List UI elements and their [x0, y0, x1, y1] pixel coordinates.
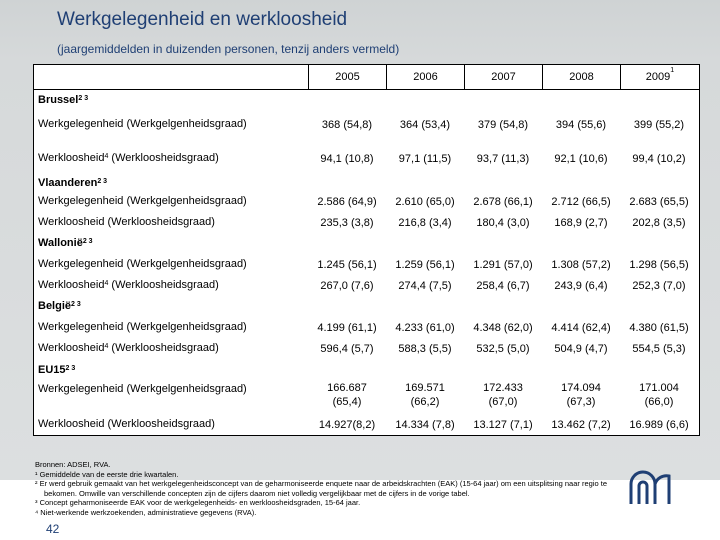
table-cell: 364 (53,4): [399, 119, 451, 131]
table-cell: 554,5 (5,3): [632, 343, 686, 355]
table-cell: 235,3 (3,8): [320, 217, 374, 229]
table-cell: 252,3 (7,0): [632, 280, 686, 292]
table-cell: 4.380 (61,5): [629, 322, 689, 334]
table-cell: 171.004 (66,0): [639, 382, 679, 408]
table-cell: 274,4 (7,5): [398, 280, 452, 292]
table-cell: 1.259 (56,1): [395, 259, 455, 271]
table-cell: 1.245 (56,1): [317, 259, 377, 271]
table-cell: 168,9 (2,7): [554, 217, 608, 229]
table-cell: 169.571 (66,2): [405, 382, 445, 408]
table-cell: 379 (54,8): [477, 119, 529, 131]
page-number: 42: [46, 522, 60, 536]
table-cell: 14.927(8,2): [318, 419, 376, 431]
table-cell: 1.291 (57,0): [473, 259, 533, 271]
table-cell: 97,1 (11,5): [398, 153, 452, 165]
table-cell: 2.683 (65,5): [629, 196, 689, 208]
table-cell: 92,1 (10,6): [554, 153, 608, 165]
table-cell: 166.687 (65,4): [327, 382, 367, 408]
table-cell: 2.678 (66,1): [473, 196, 533, 208]
table-cell: 99,4 (10,2): [632, 153, 686, 165]
table-cell: 2.610 (65,0): [395, 196, 455, 208]
section-belgie: België$^{2 3}$: [38, 300, 81, 312]
table-cell: 174.094 (67,3): [561, 382, 601, 408]
row-label-eu15-werkgelegenheid: Werkgelegenheid (Werkgelgenheidsgraad): [38, 383, 247, 395]
table-cell: 16.989 (6,6): [629, 419, 689, 431]
table-cell: 172.433 (67,0): [483, 382, 523, 408]
column-header-2007: 2007: [464, 64, 542, 90]
logo-icon: [625, 464, 675, 508]
column-header-2006: 2006: [386, 64, 464, 90]
table-cell: 2.586 (64,9): [317, 196, 377, 208]
section-wallonie: Wallonië$^{2 3}$: [38, 237, 93, 249]
table-cell: 504,9 (4,7): [554, 343, 608, 355]
table-cell: 267,0 (7,6): [320, 280, 374, 292]
table-cell: 180,4 (3,0): [476, 217, 530, 229]
table-cell: 94,1 (10,8): [320, 153, 374, 165]
table-cell: 1.298 (56,5): [629, 259, 689, 271]
table-cell: 2.712 (66,5): [551, 196, 611, 208]
table-cell: 394 (55,6): [555, 119, 607, 131]
footnote-2: ² Er werd gebruik gemaakt van het werkgelegenheidsconcept van de geharmoniseerde enquete naar de arbeidskrachten (EAK) (15-64 jaar) om een uitsplitsing naar regio te: [35, 479, 607, 488]
row-label-brussel-werkloosheid: Werkloosheid$^4$ (Werkloosheidsgraad): [38, 152, 219, 164]
footnote-2-continued: bekomen. Omwille van verschillende concepten zijn de cijfers daarom niet volledig vergelijkbaar met de cijfers in de vorige tabel.: [44, 488, 470, 498]
table-cell: 13.462 (7,2): [551, 419, 611, 431]
table-cell: 243,9 (6,4): [554, 280, 608, 292]
table-cell: 1.308 (57,2): [551, 259, 611, 271]
table-cell: 588,3 (5,5): [398, 343, 452, 355]
column-header-2009: 2009$^1$: [620, 64, 699, 90]
table-cell: 399 (55,2): [633, 119, 685, 131]
table-cell: 4.414 (62,4): [551, 322, 611, 334]
table-cell: 596,4 (5,7): [320, 343, 374, 355]
row-label-vlaanderen-werkgelegenheid: Werkgelegenheid (Werkgelgenheidsgraad): [38, 195, 247, 207]
column-header-2005: 2005: [308, 64, 386, 90]
table-cell: 13.127 (7,1): [473, 419, 533, 431]
table-cell: 4.233 (61,0): [395, 322, 455, 334]
footnotes: [35, 460, 695, 517]
row-label-wallonie-werkloosheid: Werkloosheid$^4$ (Werkloosheidsgraad): [38, 279, 219, 291]
table-cell: 4.199 (61,1): [317, 322, 377, 334]
table-cell: 532,5 (5,0): [476, 343, 530, 355]
footnote-1: ¹ Gemiddelde van de eerste drie kwartalen.: [35, 469, 179, 479]
table-cell: 14.334 (7,8): [395, 419, 455, 431]
page-title: Werkgelegenheid en werkloosheid: [57, 9, 348, 30]
footnote-3: ³ Concept geharmoniseerde EAK voor de werkgelegenheids- en werkloosheidsgraden, 15-64 jaar.: [35, 498, 361, 507]
section-brussel: Brussel$^{2 3}$: [38, 94, 89, 106]
row-label-brussel-werkgelegenheid: Werkgelegenheid (Werkgelgenheidsgraad): [38, 118, 247, 130]
row-label-wallonie-werkgelegenheid: Werkgelegenheid (Werkgelgenheidsgraad): [38, 258, 247, 270]
table-cell: 216,8 (3,4): [398, 217, 452, 229]
table-cell: 368 (54,8): [321, 119, 373, 131]
row-label-vlaanderen-werkloosheid: Werkloosheid (Werkloosheidsgraad): [38, 216, 215, 228]
table-cell: 202,8 (3,5): [632, 217, 686, 229]
row-label-belgie-werkloosheid: Werkloosheid$^4$ (Werkloosheidsgraad): [38, 342, 219, 354]
table-cell: 258,4 (6,7): [476, 280, 530, 292]
table-cell: 4.348 (62,0): [473, 322, 533, 334]
column-header-2008: 2008: [542, 64, 620, 90]
section-eu15: $EU15^{2 3}$: [38, 364, 76, 376]
page-subtitle: (jaargemiddelden in duizenden personen, tenzij anders vermeld): [57, 42, 400, 56]
row-label-belgie-werkgelegenheid: Werkgelegenheid (Werkgelgenheidsgraad): [38, 321, 247, 333]
footnote-4: ⁴ Niet-werkende werkzoekenden, administratieve gegevens (RVA).: [35, 507, 257, 517]
row-label-eu15-werkloosheid: Werkloosheid (Werkloosheidsgraad): [38, 418, 215, 430]
table-cell: 93,7 (11,3): [476, 153, 530, 165]
section-vlaanderen: Vlaanderen$^{2 3}$: [38, 177, 108, 189]
footnote-source: Bronnen: ADSEI, RVA.: [35, 460, 111, 469]
